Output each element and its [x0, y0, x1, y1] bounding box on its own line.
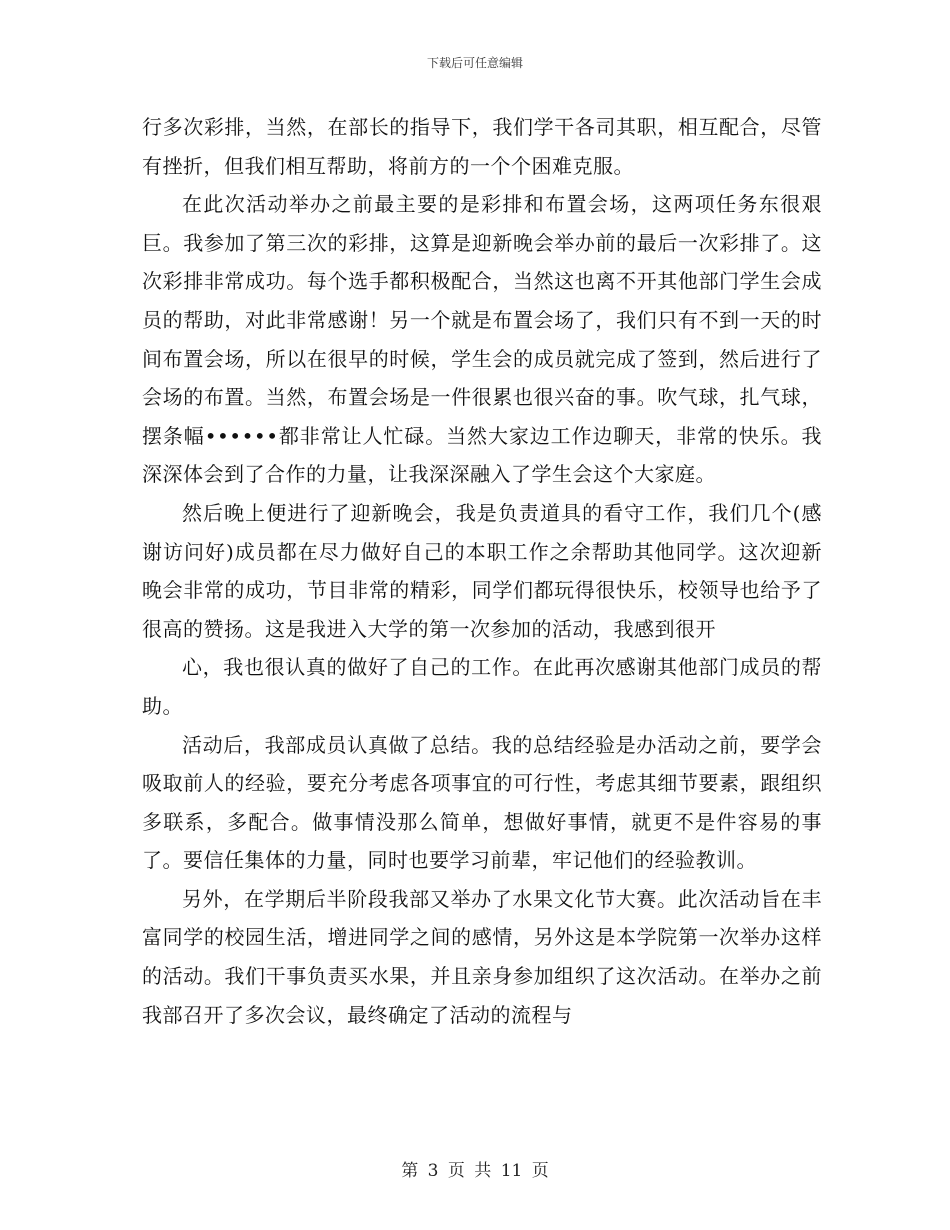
- paragraph-1: 行多次彩排，当然，在部长的指导下，我们学干各司其职，相互配合，尽管有挫折，但我们相互帮助，将前方的一个个困难克服。: [142, 115, 822, 178]
- page-header: 下载后可任意编辑: [426, 56, 523, 70]
- paragraph-6: 另外，在学期后半阶段我部又举办了水果文化节大赛。此次活动旨在丰富同学的校园生活，增进同学之间的感情，另外这是本学院第一次举办这样的活动。我们干事负责买水果，并且亲身参加组织了这次活动。在举办之前我部召开了多次会议，最终确定了活动的流程与: [142, 886, 822, 1027]
- paragraph-3: 然后晚上便进行了迎新晚会，我是负责道具的看守工作，我们几个(感谢访问好)成员都在尽力做好自己的本职工作之余帮助其他同学。这次迎新晚会非常的成功，节目非常的精彩，同学们都玩得很快乐，校领导也给予了很高的赞扬。这是我进入大学的第一次参加的活动，我感到很开: [142, 500, 822, 641]
- paragraph-4: 心，我也很认真的做好了自己的工作。在此再次感谢其他部门成员的帮助。: [142, 655, 822, 718]
- page-number-footer: 第 3 页 共 11 页: [401, 1161, 549, 1181]
- paragraph-5: 活动后，我部成员认真做了总结。我的总结经验是办活动之前，要学会吸取前人的经验，要充分考虑各项事宜的可行性，考虑其细节要素，跟组织多联系，多配合。做事情没那么简单，想做好事情，就更不是件容易的事了。要信任集体的力量，同时也要学习前辈，牢记他们的经验教训。: [142, 732, 822, 873]
- paragraph-2: 在此次活动举办之前最主要的是彩排和布置会场，这两项任务东很艰巨。我参加了第三次的彩排，这算是迎新晚会举办前的最后一次彩排了。这次彩排非常成功。每个选手都积极配合，当然这也离不开其他部门学生会成员的帮助，对此非常感谢！另一个就是布置会场了，我们只有不到一天的时间布置会场，所以在很早的时候，学生会的成员就完成了签到，然后进行了会场的布置。当然，布置会场是一件很累也很兴奋的事。吹气球，扎气球，摆条幅••••••都非常让人忙碌。当然大家边工作边聊天，非常的快乐。我深深体会到了合作的力量，让我深深融入了学生会这个大家庭。: [142, 192, 822, 487]
- document-body: [142, 108, 822, 1034]
